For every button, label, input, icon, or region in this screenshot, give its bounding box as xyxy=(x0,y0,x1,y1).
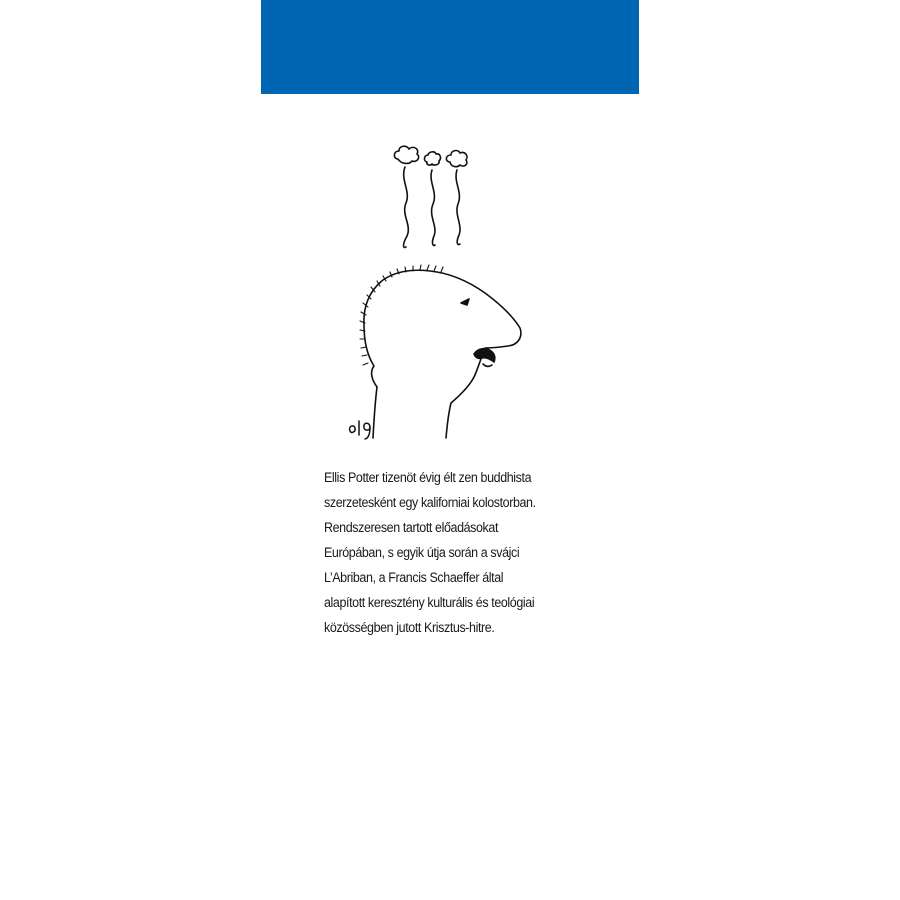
author-bio-caption xyxy=(324,466,594,641)
steam-line-middle xyxy=(431,170,435,246)
caption-line: Európában, s egyik útja során a svájci xyxy=(324,545,520,561)
caption-line: közösségben jutott Krisztus-hitre. xyxy=(324,620,495,636)
thought-puff-right xyxy=(446,151,467,167)
steam-line-left xyxy=(404,167,409,248)
neck-back xyxy=(373,387,377,438)
caption-line: Ellis Potter tizenöt évig élt zen buddhista xyxy=(324,470,532,486)
head-outline xyxy=(364,270,521,438)
thought-puff-left xyxy=(394,146,418,163)
mustache xyxy=(474,349,495,362)
thinking-head-illustration xyxy=(330,135,540,445)
caption-line: szerzetesként egy kaliforniai kolostorban. xyxy=(324,495,536,511)
steam-line-right xyxy=(456,170,460,245)
thought-puff-middle xyxy=(424,152,440,165)
caption-line: alapított keresztény kulturális és teológiai xyxy=(324,595,535,611)
caption-line: Rendszeresen tartott előadásokat xyxy=(324,520,499,536)
artist-signature xyxy=(350,421,370,439)
eye xyxy=(461,299,469,305)
caption-line: L’Abriban, a Francis Schaeffer által xyxy=(324,570,504,586)
mouth-line xyxy=(483,364,492,366)
blue-header-banner xyxy=(261,0,639,94)
